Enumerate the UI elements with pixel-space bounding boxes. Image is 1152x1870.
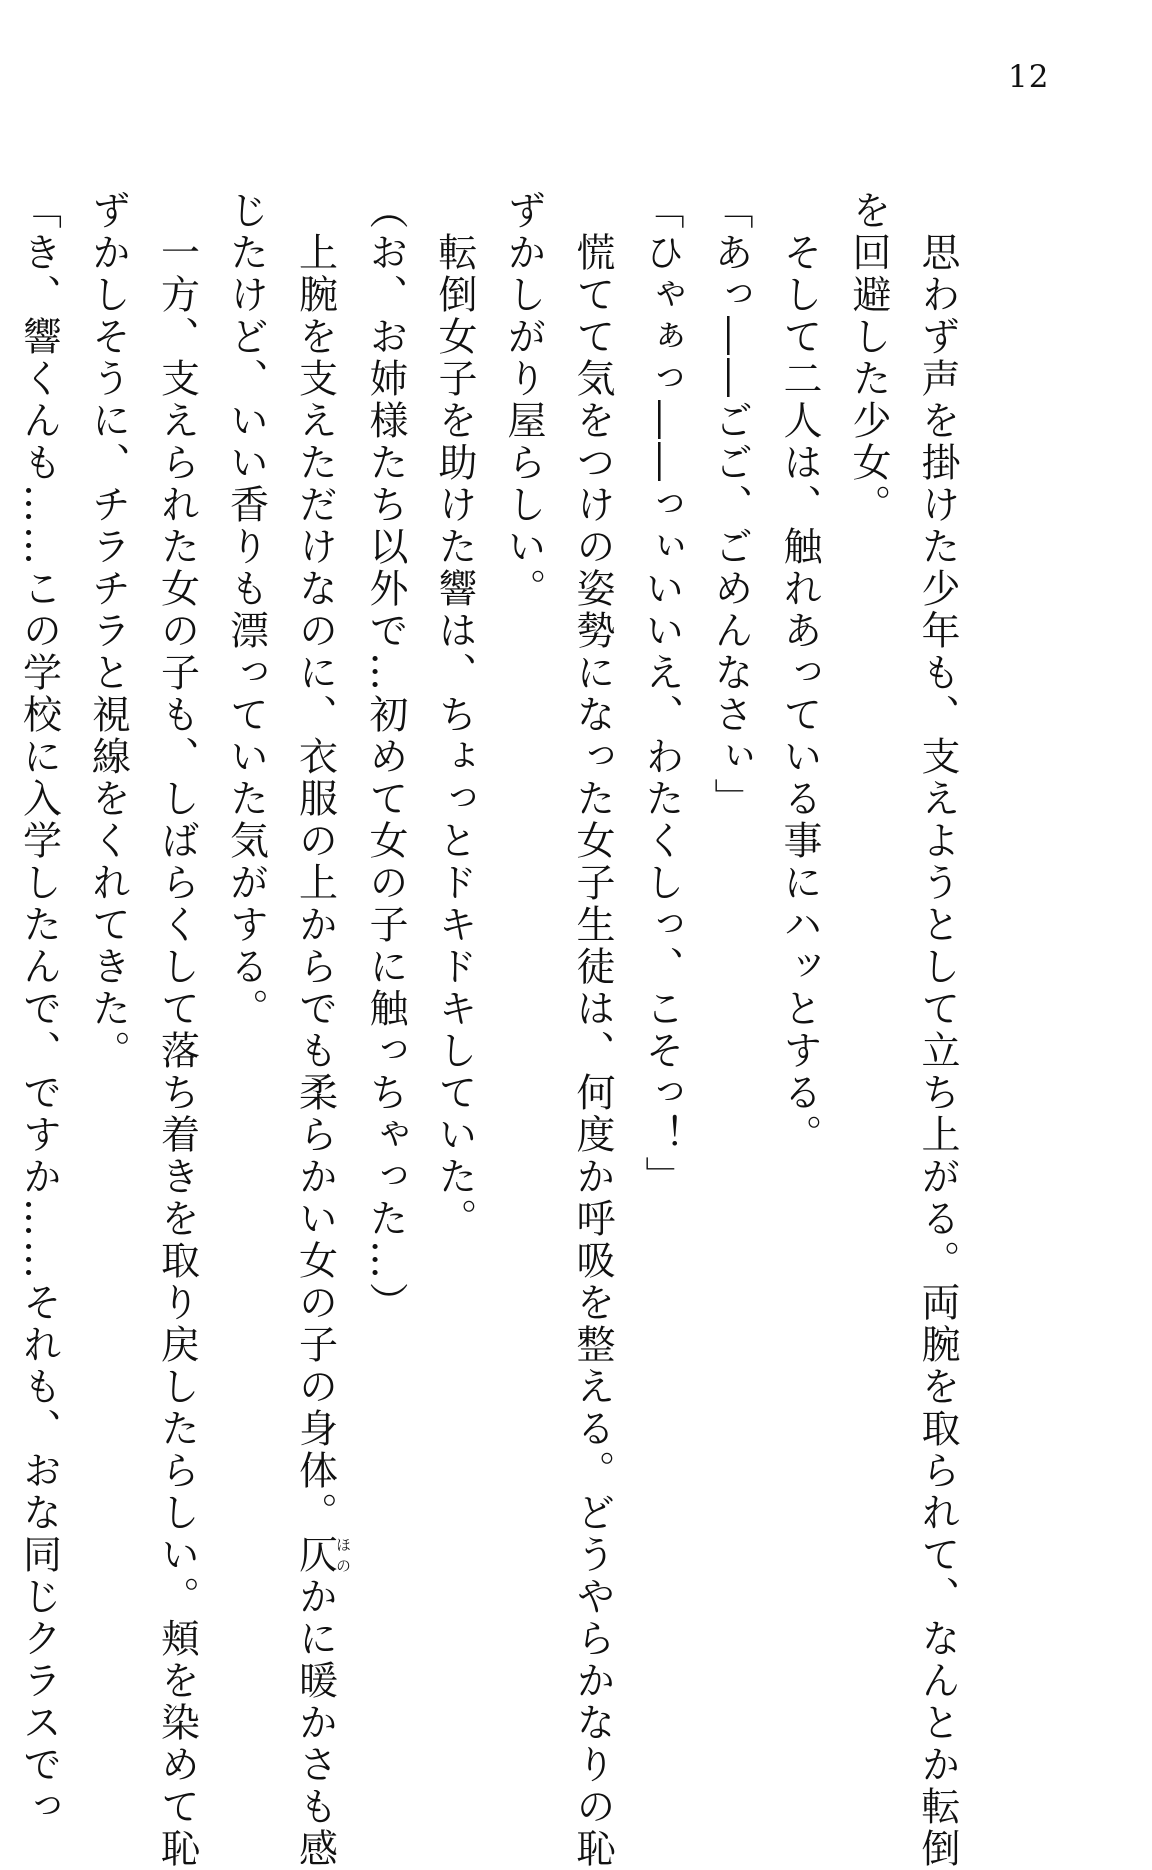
- text-line: （お、お姉様たち以外で…初めて女の子に触っちゃった…）: [363, 190, 408, 1324]
- text-line: 思わず声を掛けた少年も、支えようとして立ち上がる。両腕を取られて、なんとか転倒: [915, 190, 960, 1870]
- text-line: 慌てて気をつけの姿勢になった女子生徒は、何度か呼吸を整える。どうやらかなりの恥: [570, 190, 615, 1870]
- page-number: 12: [1008, 59, 1050, 95]
- text-line-with-ruby: [281, 190, 352, 1870]
- text-line: じたけど、いい香りも漂っていた気がする。: [223, 190, 269, 1030]
- text-line: 転倒女子を助けた響は、ちょっとドキドキしていた。: [432, 190, 477, 1240]
- text-line: 「あっ――ごご、ごめんなさぃ」: [708, 190, 753, 820]
- text-line: 一方、支えられた女の子も、しばらくして落ち着きを取り戻したらしい。頬を染めて恥: [154, 190, 200, 1870]
- ruby-annotation: [292, 1534, 352, 1576]
- text-line: そして二人は、触れあっている事にハッとする。: [777, 190, 822, 1156]
- text-line: ずかしがり屋らしい。: [501, 190, 546, 610]
- text-line: [0, 190, 5, 1530]
- text-line-segment: かに暖かさも感: [292, 1576, 338, 1870]
- ruby-base: 仄: [292, 1534, 338, 1576]
- ruby-reading: ほの: [334, 1534, 352, 1576]
- text-line: 「ひゃぁっ――っぃいいえ、わたくしっ、こそっ！」: [639, 190, 684, 1198]
- text-line: ずかしそうに、チラチラと視線をくれてきた。: [85, 190, 131, 1072]
- text-line-segment: 上腕を支えただけなのに、衣服の上からでも柔らかい女の子の身体。: [292, 190, 338, 1534]
- text-line: 「き、響くんも……この学校に入学したんで、ですか……それも、おな同じクラスでっ: [16, 190, 62, 1828]
- novel-text-body: [0, 190, 972, 1870]
- text-line: を回避した少女。: [846, 190, 891, 526]
